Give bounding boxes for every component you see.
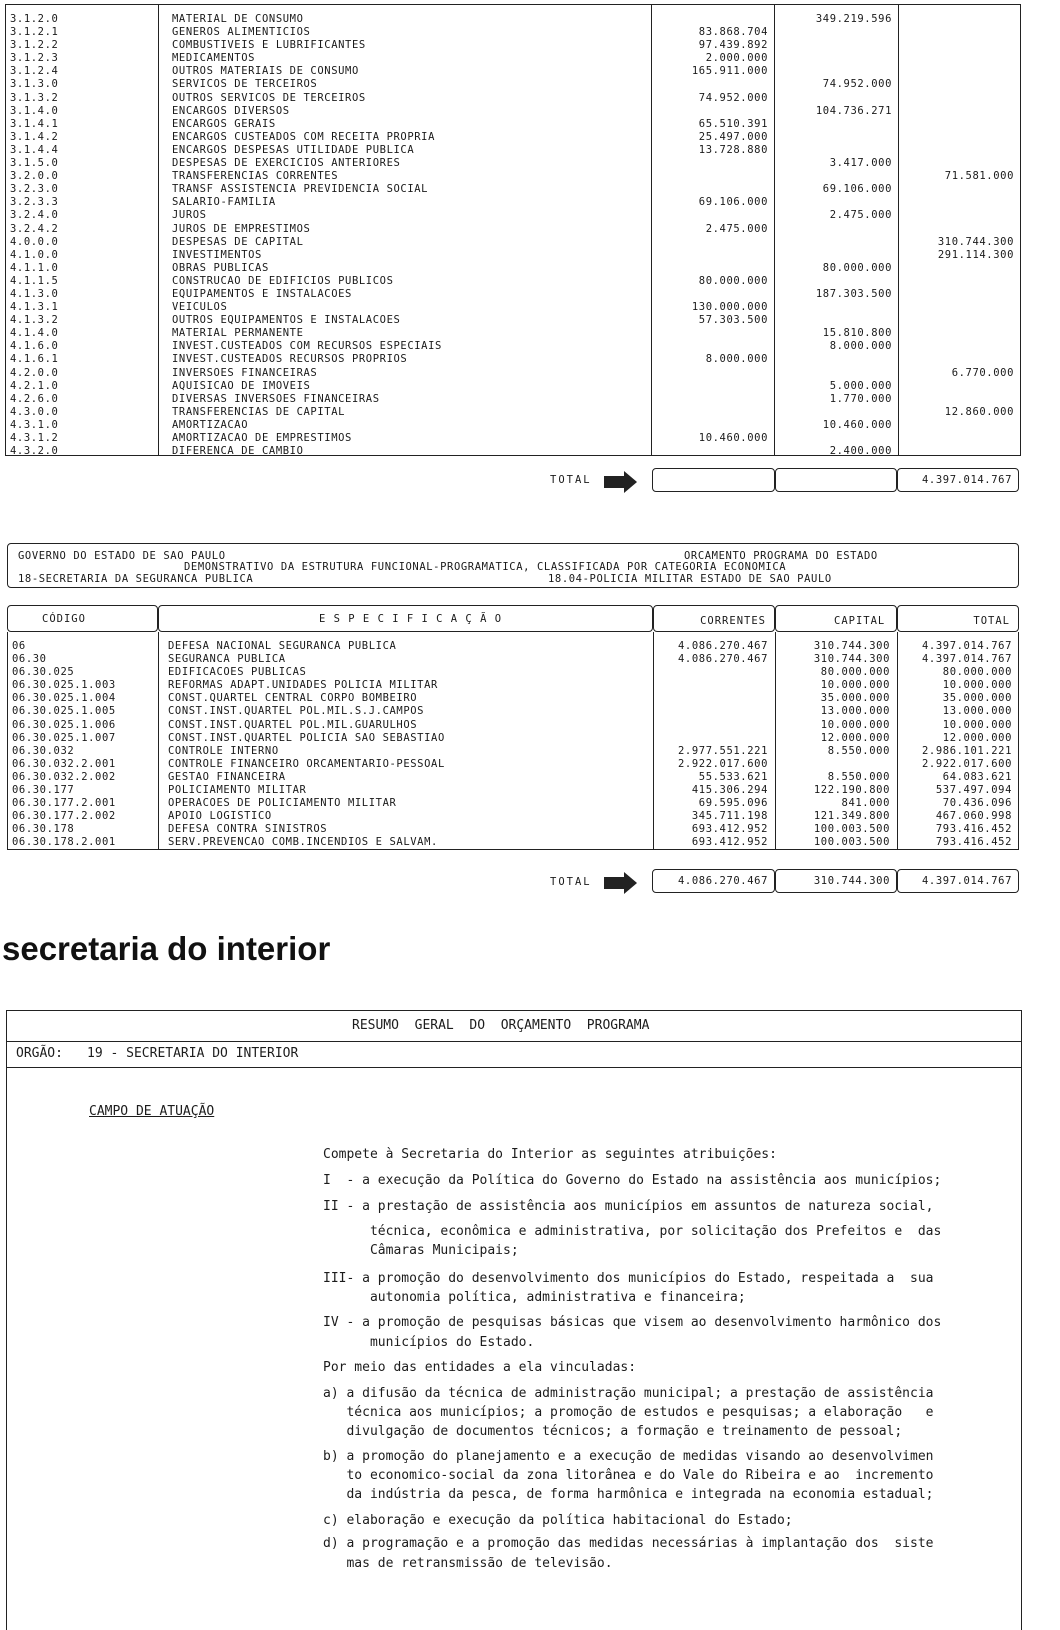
row-correntes: 693.412.952: [691, 823, 768, 836]
table-row: [8, 771, 1018, 784]
row-code: 4.2.1.0: [10, 379, 59, 392]
table-row: [8, 810, 1018, 823]
row-description: CONTROLE INTERNO: [168, 744, 279, 757]
table-row: [6, 183, 1020, 196]
row-description: DEFESA NACIONAL SEGURANCA PUBLICA: [168, 640, 397, 652]
table-row: [6, 26, 1020, 39]
orgao-value: 19 - SECRETARIA DO INTERIOR: [87, 1046, 299, 1061]
table-row: [8, 640, 1018, 653]
row-description: MEDICAMENTOS: [172, 52, 256, 65]
table-row: [6, 39, 1020, 52]
row-code: 06.30.025.1.005: [12, 705, 116, 718]
row-correntes: 4.086.270.467: [678, 653, 768, 666]
row-code: 06.30.025: [12, 666, 75, 679]
row-total: 64.083.621: [942, 770, 1012, 783]
row-correntes: 83.868.704: [698, 26, 768, 39]
total-label-1: TOTAL: [550, 474, 592, 486]
row-capital: 310.744.300: [813, 653, 890, 666]
row-correntes: 55.533.621: [698, 770, 768, 783]
resumo-line: autonomia política, administrativa e financeira;: [323, 1290, 746, 1305]
row-description: REFORMAS ADAPT.UNIDADES POLICIA MILITAR: [168, 679, 438, 692]
row-correntes: 10.460.000: [698, 432, 768, 444]
row-code: 06.30.032.2.002: [12, 770, 116, 783]
row-code: 3.1.2.1: [10, 26, 59, 39]
section-title: secretaria do interior: [2, 930, 331, 967]
row-code: 4.1.3.1: [10, 301, 59, 314]
row-description: SALARIO-FAMILIA: [172, 196, 276, 209]
table-row: [6, 419, 1020, 432]
row-total: 10.000.000: [942, 679, 1012, 692]
row-code: 3.1.2.0: [10, 13, 59, 25]
row-code: 4.1.1.5: [10, 274, 59, 287]
row-correntes: 130.000.000: [691, 301, 768, 314]
resumo-line: técnica, econômica e administrativa, por solicitação dos Prefeitos e das: [323, 1224, 942, 1239]
row-correntes: 69.595.096: [698, 797, 768, 810]
row-total: 35.000.000: [942, 692, 1012, 705]
row-code: 06.30.178: [12, 823, 75, 836]
table-row: [6, 223, 1020, 236]
row-code: 3.1.5.0: [10, 157, 59, 170]
row-correntes: 2.977.551.221: [678, 744, 768, 757]
row-description: OBRAS PUBLICAS: [172, 261, 269, 274]
row-code: 4.2.6.0: [10, 392, 59, 405]
row-description: AQUISICAO DE IMOVEIS: [172, 379, 311, 392]
table-row: [6, 406, 1020, 419]
table-row: [6, 327, 1020, 340]
row-description: OPERACOES DE POLICIAMENTO MILITAR: [168, 797, 397, 810]
table-2-header-correntes: [653, 605, 775, 632]
table-row: [6, 52, 1020, 65]
total-label-2: TOTAL: [550, 876, 592, 888]
resumo-line: III- a promoção do desenvolvimento dos municípios do Estado, respeitada a sua: [323, 1271, 934, 1286]
table-row: [8, 784, 1018, 797]
table-2-header-capital: [775, 605, 897, 632]
row-code: 06.30.032.2.001: [12, 757, 116, 770]
row-description: JUROS: [172, 209, 207, 222]
row-description: DEFESA CONTRA SINISTROS: [168, 823, 328, 836]
col-capital: CAPITAL: [834, 615, 886, 627]
header-unidade: 18.04-POLICIA MILITAR ESTADO DE SAO PAULO: [548, 573, 832, 585]
row-capital: 187.303.500: [815, 287, 892, 300]
table-row: [6, 393, 1020, 406]
resumo-line: divulgação de documentos técnicos; a formação e treinamento de pessoal;: [323, 1424, 903, 1439]
table-row: [6, 445, 1020, 458]
row-total: 793.416.452: [935, 823, 1012, 836]
row-code: 4.0.0.0: [10, 235, 59, 248]
row-description: CONST.INST.QUARTEL POLICIA SAO SEBASTIAO: [168, 731, 445, 744]
row-code: 4.3.0.0: [10, 405, 59, 418]
row-code: 4.1.6.1: [10, 353, 59, 366]
table-row: [8, 666, 1018, 679]
row-description: ENCARGOS GERAIS: [172, 117, 276, 130]
row-capital: 80.000.000: [820, 666, 890, 679]
table-2-header-spec: [158, 605, 653, 632]
resumo-line: da indústria da pesca, de forma harmônica e integrada na economia estadual;: [323, 1487, 934, 1502]
row-capital: 841.000: [841, 797, 890, 810]
row-code: 3.2.4.0: [10, 209, 59, 222]
row-capital: 10.000.000: [820, 718, 890, 731]
resumo-line: mas de retransmissão de televisão.: [323, 1556, 613, 1571]
row-capital: 5.000.000: [829, 379, 892, 392]
row-code: 3.2.3.3: [10, 196, 59, 209]
resumo-line: d) a programação e a promoção das medidas necessárias à implantação dos siste: [323, 1536, 934, 1551]
row-capital: 8.550.000: [827, 744, 890, 757]
table-row: [6, 13, 1020, 26]
resumo-line: to economico-social da zona litorânea e do Vale do Ribeira e ao incremento: [323, 1468, 934, 1483]
row-correntes: 80.000.000: [698, 274, 768, 287]
table-row: [6, 314, 1020, 327]
row-code: 3.1.2.2: [10, 39, 59, 52]
row-capital: 310.744.300: [813, 640, 890, 652]
col-especificacao: E S P E C I F I C A Ç Ã O: [319, 613, 503, 625]
table-2-header-total: [897, 605, 1019, 632]
table-row: [8, 745, 1018, 758]
row-total: 71.581.000: [944, 170, 1014, 183]
row-description: CONST.INST.QUARTEL POL.MIL.GUARULHOS: [168, 718, 418, 731]
row-total: 4.397.014.767: [922, 653, 1012, 666]
total-capital-1: [775, 468, 897, 492]
row-code: 4.1.0.0: [10, 248, 59, 261]
table-row: [8, 679, 1018, 692]
table-row: [6, 118, 1020, 131]
table-row: [8, 719, 1018, 732]
row-description: OUTROS EQUIPAMENTOS E INSTALACOES: [172, 314, 401, 327]
row-code: 06.30.025.1.007: [12, 731, 116, 744]
row-description: POLICIAMENTO MILITAR: [168, 784, 307, 797]
row-description: CONTROLE FINANCEIRO ORCAMENTARIO-PESSOAL: [168, 757, 445, 770]
row-description: DIFERENCA DE CAMBIO: [172, 445, 304, 458]
resumo-line: b) a promoção do planejamento e a execução de medidas visando ao desenvolvimen: [323, 1449, 934, 1464]
row-capital: 10.460.000: [822, 418, 892, 431]
table-row: [6, 170, 1020, 183]
row-description: JUROS DE EMPRESTIMOS: [172, 222, 311, 235]
row-code: 3.1.3.0: [10, 78, 59, 91]
header-orcamento: ORCAMENTO PROGRAMA DO ESTADO: [684, 550, 878, 562]
row-description: OUTROS MATERIAIS DE CONSUMO: [172, 65, 359, 78]
resumo-line: a) a difusão da técnica de administração municipal; a prestação de assistência: [323, 1386, 934, 1401]
table-row: [6, 131, 1020, 144]
resumo-line: c) elaboração e execução da política habitacional do Estado;: [323, 1513, 793, 1528]
table-row: [6, 288, 1020, 301]
row-correntes: 97.439.892: [698, 39, 768, 52]
row-total: 10.000.000: [942, 718, 1012, 731]
row-description: CONST.QUARTEL CENTRAL CORPO BOMBEIRO: [168, 692, 418, 705]
row-capital: 2.475.000: [829, 209, 892, 222]
row-capital: 3.417.000: [829, 157, 892, 170]
row-description: DIVERSAS INVERSOES FINANCEIRAS: [172, 392, 380, 405]
row-code: 06.30.177.2.002: [12, 810, 116, 823]
row-correntes: 13.728.880: [698, 143, 768, 156]
row-code: 06.30.177.2.001: [12, 797, 116, 810]
row-correntes: 2.475.000: [705, 222, 768, 235]
row-correntes: 65.510.391: [698, 117, 768, 130]
row-code: 4.1.3.2: [10, 314, 59, 327]
row-code: 06.30.025.1.004: [12, 692, 116, 705]
resumo-line: I - a execução da Política do Governo do Estado na assistência aos municípios;: [323, 1173, 942, 1188]
table-row: [6, 353, 1020, 366]
row-description: INVERSOES FINANCEIRAS: [172, 366, 318, 379]
col-codigo: CÓDIGO: [42, 613, 86, 625]
row-description: EDIFICACOES PUBLICAS: [168, 666, 307, 679]
resumo-title: RESUMO GERAL DO ORÇAMENTO PROGRAMA: [352, 1018, 650, 1033]
row-code: 3.1.4.2: [10, 130, 59, 143]
row-description: DESPESAS DE CAPITAL: [172, 235, 304, 248]
row-description: INVESTIMENTOS: [172, 248, 262, 261]
row-description: SERV.PREVENCAO COMB.INCENDIOS E SALVAM.: [168, 836, 438, 849]
row-correntes: 4.086.270.467: [678, 640, 768, 652]
orgao-label: ORGÃO:: [16, 1046, 63, 1061]
row-total: 70.436.096: [942, 797, 1012, 810]
row-code: 4.1.3.0: [10, 287, 59, 300]
row-code: 4.2.0.0: [10, 366, 59, 379]
row-code: 06.30.025.1.003: [12, 679, 116, 692]
row-total: 6.770.000: [951, 366, 1014, 379]
table-row: [8, 705, 1018, 718]
row-capital: 104.736.271: [815, 104, 892, 117]
row-code: 06.30.025.1.006: [12, 718, 116, 731]
row-code: 06.30.177: [12, 784, 75, 797]
row-correntes: 69.106.000: [698, 196, 768, 209]
row-description: TRANSF ASSISTENCIA PREVIDENCIA SOCIAL: [172, 183, 429, 196]
table-row: [6, 301, 1020, 314]
row-description: EQUIPAMENTOS E INSTALACOES: [172, 287, 352, 300]
table-2-header-codigo: [7, 605, 158, 632]
row-total: 793.416.452: [935, 836, 1012, 849]
total-total-2: 4.397.014.767: [897, 869, 1019, 893]
row-correntes: 165.911.000: [691, 65, 768, 78]
report-header-box: [7, 543, 1019, 588]
table-row: [6, 144, 1020, 157]
resumo-line: IV - a promoção de pesquisas básicas que visem ao desenvolvimento harmônico dos: [323, 1315, 942, 1330]
row-code: 3.1.4.1: [10, 117, 59, 130]
resumo-line: Por meio das entidades a ela vinculadas:: [323, 1360, 637, 1375]
row-correntes: 57.303.500: [698, 314, 768, 327]
row-total: 80.000.000: [942, 666, 1012, 679]
col-total: TOTAL: [973, 615, 1010, 627]
row-correntes: 25.497.000: [698, 130, 768, 143]
row-capital: 13.000.000: [820, 705, 890, 718]
row-code: 4.3.2.0: [10, 445, 59, 458]
table-row: [6, 209, 1020, 222]
table-row: [6, 78, 1020, 91]
table-row: [6, 340, 1020, 353]
table-row: [8, 692, 1018, 705]
row-capital: 2.400.000: [829, 445, 892, 458]
header-gov: GOVERNO DO ESTADO DE SAO PAULO: [18, 550, 226, 562]
campo-de-atuacao: CAMPO DE ATUAÇÃO: [89, 1104, 215, 1119]
row-capital: 100.003.500: [813, 823, 890, 836]
total-capital-2: 310.744.300: [775, 869, 897, 893]
row-capital: 10.000.000: [820, 679, 890, 692]
resumo-line: municípios do Estado.: [323, 1335, 535, 1350]
row-capital: 74.952.000: [822, 78, 892, 91]
row-capital: 8.550.000: [827, 770, 890, 783]
row-code: 3.1.4.0: [10, 104, 59, 117]
row-code: 3.2.3.0: [10, 183, 59, 196]
row-code: 06: [12, 640, 26, 652]
header-secretaria: 18-SECRETARIA DA SEGURANCA PUBLICA: [18, 573, 254, 585]
row-total: 13.000.000: [942, 705, 1012, 718]
row-capital: 122.190.800: [813, 784, 890, 797]
row-correntes: 2.922.017.600: [678, 757, 768, 770]
total-correntes-2: 4.086.270.467: [652, 869, 775, 893]
table-row: [8, 823, 1018, 836]
row-description: VEICULOS: [172, 301, 228, 314]
row-capital: 69.106.000: [822, 183, 892, 196]
row-code: 3.2.0.0: [10, 170, 59, 183]
row-correntes: 345.711.198: [691, 810, 768, 823]
row-description: COMBUSTIVEIS E LUBRIFICANTES: [172, 39, 366, 52]
row-description: CONSTRUCAO DE EDIFICIOS PUBLICOS: [172, 274, 394, 287]
row-description: ENCARGOS CUSTEADOS COM RECEITA PROPRIA: [172, 130, 436, 143]
row-correntes: 2.000.000: [705, 52, 768, 65]
resumo-line: técnica aos municípios; a promoção de estudos e pesquisas; a elaboração e: [323, 1405, 934, 1420]
row-code: 3.2.4.2: [10, 222, 59, 235]
row-description: TRANSFERENCIAS CORRENTES: [172, 170, 339, 183]
col-correntes: CORRENTES: [700, 615, 766, 627]
resumo-line: II - a prestação de assistência aos municípios em assuntos de natureza social,: [323, 1199, 934, 1214]
row-code: 3.1.2.4: [10, 65, 59, 78]
row-description: MATERIAL DE CONSUMO: [172, 13, 304, 25]
row-code: 4.1.6.0: [10, 340, 59, 353]
row-correntes: 415.306.294: [691, 784, 768, 797]
total-total-1: 4.397.014.767: [897, 468, 1019, 492]
row-total: 310.744.300: [937, 235, 1014, 248]
row-code: 06.30.032: [12, 744, 75, 757]
header-demonstrativo: DEMONSTRATIVO DA ESTRUTURA FUNCIONAL-PROGRAMATICA, CLASSIFICADA POR CATEGORIA ECONOMICA: [184, 561, 787, 573]
table-row: [6, 196, 1020, 209]
row-code: 4.1.1.0: [10, 261, 59, 274]
row-capital: 1.770.000: [829, 392, 892, 405]
row-correntes: 8.000.000: [705, 353, 768, 366]
row-total: 2.986.101.221: [922, 744, 1012, 757]
row-total: 467.060.998: [935, 810, 1012, 823]
table-row: [6, 367, 1020, 380]
row-capital: 35.000.000: [820, 692, 890, 705]
row-description: OUTROS SERVICOS DE TERCEIROS: [172, 91, 366, 104]
row-code: 06.30.178.2.001: [12, 836, 116, 849]
table-row: [8, 758, 1018, 771]
row-description: CONST.INST.QUARTEL POL.MIL.S.J.CAMPOS: [168, 705, 425, 718]
row-description: GENEROS ALIMENTICIOS: [172, 26, 311, 39]
table-row: [8, 836, 1018, 849]
row-total: 4.397.014.767: [922, 640, 1012, 652]
row-description: ENCARGOS DESPESAS UTILIDADE PUBLICA: [172, 143, 415, 156]
row-capital: 12.000.000: [820, 731, 890, 744]
row-code: 4.1.4.0: [10, 327, 59, 340]
row-description: SERVICOS DE TERCEIROS: [172, 78, 318, 91]
table-row: [6, 92, 1020, 105]
row-description: DESPESAS DE EXERCICIOS ANTERIORES: [172, 157, 401, 170]
row-description: AMORTIZACAO: [172, 418, 249, 431]
table-row: [6, 275, 1020, 288]
row-description: AMORTIZACAO DE EMPRESTIMOS: [172, 432, 352, 444]
row-capital: 100.003.500: [813, 836, 890, 849]
row-description: ENCARGOS DIVERSOS: [172, 104, 290, 117]
table-row: [8, 653, 1018, 666]
row-description: INVEST.CUSTEADOS COM RECURSOS ESPECIAIS: [172, 340, 442, 353]
row-description: APOIO LOGISTICO: [168, 810, 272, 823]
row-total: 537.497.094: [935, 784, 1012, 797]
expense-table-1: [5, 4, 1021, 456]
row-capital: 15.810.800: [822, 327, 892, 340]
row-description: MATERIAL PERMANENTE: [172, 327, 304, 340]
row-capital: 349.219.596: [815, 13, 892, 25]
resumo-line: Câmaras Municipais;: [323, 1243, 519, 1258]
row-description: TRANSFERENCIAS DE CAPITAL: [172, 405, 346, 418]
row-total: 12.000.000: [942, 731, 1012, 744]
row-code: 4.3.1.2: [10, 432, 59, 444]
row-code: 3.1.2.3: [10, 52, 59, 65]
table-row: [6, 262, 1020, 275]
table-row: [6, 432, 1020, 445]
program-table-2: [7, 632, 1019, 850]
row-capital: 121.349.800: [813, 810, 890, 823]
row-code: 06.30: [12, 653, 47, 666]
table-row: [8, 797, 1018, 810]
resumo-line: Compete à Secretaria do Interior as seguintes atribuições:: [323, 1147, 777, 1162]
row-total: 12.860.000: [944, 405, 1014, 418]
row-total: 291.114.300: [937, 248, 1014, 261]
table-row: [6, 157, 1020, 170]
row-total: 2.922.017.600: [922, 757, 1012, 770]
row-capital: 80.000.000: [822, 261, 892, 274]
row-code: 3.1.4.4: [10, 143, 59, 156]
table-row: [6, 65, 1020, 78]
table-row: [6, 236, 1020, 249]
row-description: SEGURANCA PUBLICA: [168, 653, 286, 666]
row-capital: 8.000.000: [829, 340, 892, 353]
table-row: [8, 732, 1018, 745]
row-correntes: 74.952.000: [698, 91, 768, 104]
arrow-icon: [604, 471, 638, 493]
table-row: [6, 249, 1020, 262]
total-correntes-1: [652, 468, 775, 492]
table-row: [6, 380, 1020, 393]
row-code: 4.3.1.0: [10, 418, 59, 431]
row-description: INVEST.CUSTEADOS RECURSOS PROPRIOS: [172, 353, 408, 366]
table-row: [6, 105, 1020, 118]
row-code: 3.1.3.2: [10, 91, 59, 104]
arrow-icon-2: [604, 872, 638, 894]
resumo-box: [6, 1010, 1022, 1630]
row-correntes: 693.412.952: [691, 836, 768, 849]
row-description: GESTAO FINANCEIRA: [168, 770, 286, 783]
